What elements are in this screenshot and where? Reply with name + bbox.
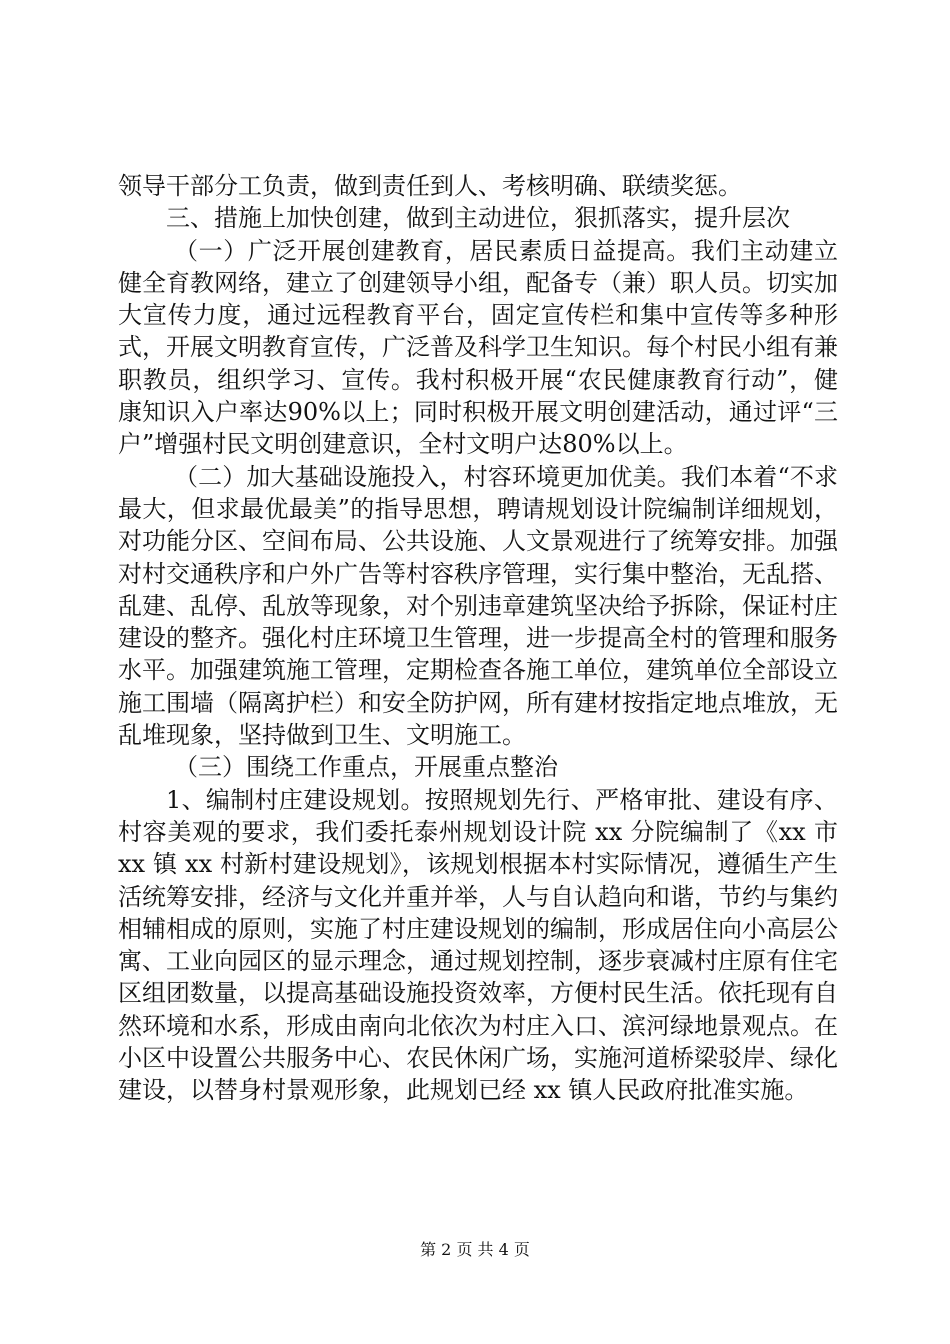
item-1-paragraph: 1、编制村庄建设规划。按照规划先行、严格审批、建设有序、村容美观的要求，我们委托泰州规划设计院 xx 分院编制了《xx 市 xx 镇 xx 村新村建设规划》，该规划根据本村实际情况，遵循生产生活统筹安排，经济与文化并重并举，人与自认趋向和谐，节约与集约相辅相成的原则，实施了村庄建设规划的编制，形成居住向小高层公寓、工业向园区的显示理念，通过规划控制，逐步衰减村庄原有住宅区组团数量，以提高基础设施投资效率，方便村民生活。依托现有自然环境和水系，形成由南向北依次为村庄入口、滨河绿地景观点。在小区中设置公共服务中心、农民休闲广场，实施河道桥梁驳岸、绿化建设，以替身村景观形象，此规划已经 xx 镇人民政府批准实施。 bbox=[118, 785, 838, 1105]
subsection-2-paragraph: （二）加大基础设施投入，村容环境更加优美。我们本着“不求最大，但求最优最美”的指导思想，聘请规划设计院编制详细规划，对功能分区、空间布局、公共设施、人文景观进行了统筹安排。加强对村交通秩序和户外广告等村容秩序管理，实行集中整治，无乱搭、乱建、乱停、乱放等现象，对个别违章建筑坚决给予拆除，保证村庄建设的整齐。强化村庄环境卫生管理，进一步提高全村的管理和服务水平。加强建筑施工管理，定期检查各施工单位，建筑单位全部设立施工围墙（隔离护栏）和安全防护网，所有建材按指定地点堆放，无乱堆现象，坚持做到卫生、文明施工。 bbox=[118, 462, 838, 750]
subsection-1-paragraph: （一）广泛开展创建教育，居民素质日益提高。我们主动建立健全育教网络，建立了创建领导小组，配备专（兼）职人员。切实加大宣传力度，通过远程教育平台，固定宣传栏和集中宣传等多种形式，开展文明教育宣传，广泛普及科学卫生知识。每个村民小组有兼职教员，组织学习、宣传。我村积极开展“农民健康教育行动”，健康知识入户率达90%以上；同时积极开展文明创建活动，通过评“三户”增强村民文明创建意识，全村文明户达80%以上。 bbox=[118, 236, 838, 459]
document-body bbox=[118, 170, 838, 1107]
paragraph-1: 领导干部分工负责，做到责任到人、考核明确、联绩奖惩。 bbox=[118, 172, 742, 200]
subsection-3-heading: （三）围绕工作重点，开展重点整治 bbox=[174, 753, 558, 782]
section-heading-3: 三、措施上加快创建，做到主动进位，狠抓落实，提升层次 bbox=[166, 204, 790, 233]
page-number-footer: 第 2 页 共 4 页 bbox=[420, 1240, 530, 1259]
